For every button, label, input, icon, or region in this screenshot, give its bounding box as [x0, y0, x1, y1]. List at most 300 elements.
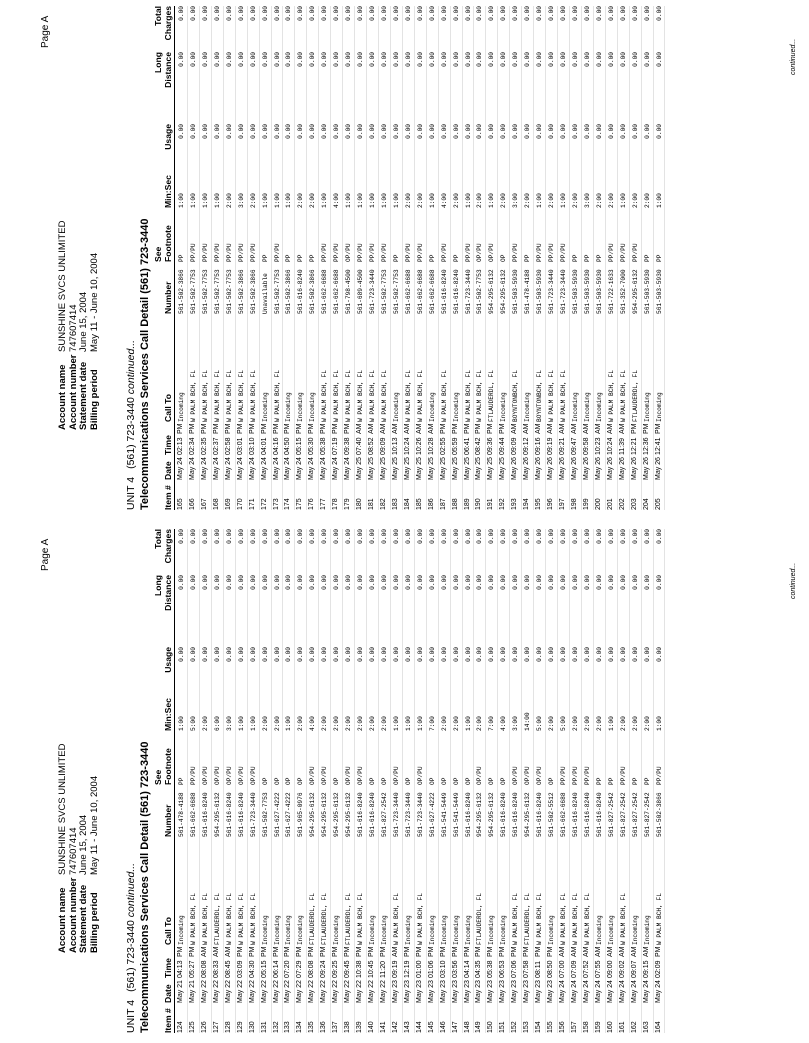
- duration: 2:00: [452, 193, 460, 208]
- total-charge: 0.00: [261, 6, 269, 21]
- long-distance-charge: 0.00: [655, 575, 663, 590]
- call-to: Incoming: [571, 392, 579, 422]
- usage-charge: 0.00: [380, 647, 388, 662]
- usage-charge: 0.00: [261, 647, 269, 662]
- call-time: 09:12: [523, 437, 531, 455]
- call-number: Unavailable: [261, 273, 269, 314]
- call-date: May 25: [356, 457, 364, 480]
- call-number: 954-295-6132: [309, 792, 317, 837]
- footnote: PP/PU: [607, 243, 615, 262]
- call-ampm: AM: [523, 423, 531, 434]
- item-number: 148: [463, 1021, 471, 1033]
- footnote: PP: [655, 254, 663, 262]
- call-to: W PALM BCH, FL: [369, 370, 376, 422]
- call-number: 561-616-8240: [201, 792, 209, 837]
- table-row: [367, 529, 379, 1033]
- long-distance-charge: 0.00: [309, 575, 317, 590]
- long-distance-charge: 0.00: [380, 575, 388, 590]
- duration: 1:00: [345, 193, 353, 208]
- duration: 2:00: [631, 716, 639, 731]
- call-date: May 25: [487, 457, 495, 480]
- long-distance-charge: 0.00: [380, 52, 388, 67]
- call-to: Incoming: [595, 915, 603, 945]
- call-to: W PALM BCH, FL: [357, 370, 365, 422]
- call-time: 08:33: [212, 960, 220, 978]
- footnote: PP/PU: [619, 766, 627, 785]
- total-charge: 0.00: [380, 529, 388, 544]
- footnote: PP/PU: [213, 243, 221, 262]
- duration: 2:00: [201, 716, 209, 731]
- usage-charge: 0.00: [631, 124, 639, 139]
- item-number: 140: [368, 1021, 375, 1033]
- long-distance-charge: 0.00: [512, 52, 520, 67]
- duration: 1:00: [560, 193, 567, 208]
- call-ampm: PM: [427, 946, 435, 957]
- call-number: 561-616-8240: [440, 269, 448, 314]
- call-ampm: AM: [356, 423, 364, 434]
- call-ampm: PM: [308, 946, 316, 957]
- table-row: [498, 529, 510, 1033]
- call-number: 954-295-6132: [345, 792, 353, 837]
- account-number: 747607414: [67, 304, 79, 352]
- header-long: Long: [153, 575, 163, 596]
- call-time: 01:06: [427, 960, 435, 978]
- call-time: 08:11: [535, 961, 543, 978]
- long-distance-charge: 0.00: [476, 52, 484, 67]
- usage-charge: 0.00: [583, 124, 591, 139]
- item-number: 193: [511, 498, 519, 510]
- usage-charge: 0.00: [392, 124, 400, 139]
- item-number: 125: [188, 1021, 196, 1033]
- call-date: May 26: [654, 457, 662, 480]
- call-time: 06:41: [463, 437, 471, 455]
- call-ampm: PM: [296, 423, 304, 434]
- usage-charge: 0.00: [571, 124, 579, 139]
- duration: 2:00: [607, 193, 615, 208]
- call-time: 04:13: [177, 960, 184, 978]
- footnote: OP: [297, 777, 305, 785]
- call-to: Incoming: [261, 392, 269, 422]
- call-number: 954-295-6132: [213, 792, 221, 837]
- footnote: PP/PU: [560, 766, 567, 785]
- call-number: 561-616-8240: [297, 269, 305, 314]
- duration: 14:00: [524, 712, 532, 731]
- duration: 2:00: [321, 716, 329, 731]
- usage-charge: 0.00: [655, 124, 663, 139]
- header-footnote: Footnote: [163, 748, 173, 785]
- total-charge: 0.00: [321, 529, 329, 544]
- duration: 2:00: [380, 716, 388, 731]
- usage-charge: 0.00: [583, 647, 591, 662]
- footnote: PP/PU: [380, 243, 388, 262]
- call-to: Incoming: [464, 915, 472, 945]
- call-date: May 24: [272, 457, 280, 480]
- long-distance-charge: 0.00: [631, 575, 639, 590]
- call-date: May 25: [439, 457, 447, 480]
- item-number: 204: [642, 498, 650, 510]
- header-date: Date: [163, 461, 173, 480]
- long-distance-charge: 0.00: [369, 575, 376, 590]
- usage-charge: 0.00: [178, 124, 185, 139]
- usage-charge: 0.00: [524, 124, 532, 139]
- footnote: OP: [369, 777, 376, 785]
- call-ampm: AM: [511, 423, 519, 434]
- call-time: 10:38: [356, 960, 364, 978]
- call-ampm: PM: [451, 423, 459, 434]
- call-date: May 24: [594, 980, 602, 1003]
- table-row: [486, 6, 498, 510]
- call-time: 05:38: [487, 960, 495, 978]
- usage-charge: 0.00: [392, 647, 400, 662]
- call-to: Incoming: [261, 915, 269, 945]
- account-info: [58, 744, 100, 953]
- call-time: 09:09: [511, 437, 519, 455]
- footnote: PP/PU: [548, 243, 556, 262]
- call-to: Incoming: [380, 915, 388, 945]
- call-time: 09:58: [582, 437, 590, 455]
- call-to: W PALM BCH, FL: [345, 370, 353, 422]
- call-time: 07:20: [284, 960, 292, 978]
- call-to: W PALM BCH, FL: [655, 893, 663, 945]
- duration: 1:00: [607, 716, 615, 731]
- usage-charge: 0.00: [213, 647, 221, 662]
- header-usage: Usage: [163, 647, 173, 673]
- footnote: OP/PU: [476, 766, 484, 785]
- call-date: May 26: [618, 457, 626, 480]
- duration: 1:00: [249, 716, 257, 731]
- call-ampm: PM: [654, 423, 662, 434]
- footnote: PP/PU: [560, 243, 567, 262]
- call-to: W PALM BCH, FL: [189, 370, 197, 422]
- table-row: [439, 529, 451, 1033]
- long-distance-charge: 0.00: [225, 52, 233, 67]
- item-number: 169: [224, 498, 232, 510]
- call-date: May 23: [391, 980, 399, 1003]
- call-number: 561-616-8240: [357, 792, 365, 837]
- call-ampm: PM: [344, 946, 352, 957]
- call-to: W PALM BCH, FL: [536, 893, 544, 945]
- total-charge: 0.00: [500, 529, 508, 544]
- call-time: 08:08: [200, 960, 208, 978]
- usage-charge: 0.00: [440, 124, 448, 139]
- call-ampm: PM: [308, 423, 316, 434]
- call-to: W PALM BCH, FL: [392, 893, 400, 945]
- call-number: 561-503-5930: [583, 269, 591, 314]
- footnote: OP: [464, 777, 472, 785]
- call-to: Incoming: [500, 392, 508, 422]
- duration: 3:00: [583, 193, 591, 208]
- header-item: Item #: [163, 485, 173, 510]
- long-distance-charge: 0.00: [607, 52, 615, 67]
- table-row: [295, 529, 307, 1033]
- total-charge: 0.00: [428, 529, 436, 544]
- call-to: W PALM BCH, FL: [273, 370, 281, 422]
- total-charge: 0.00: [225, 529, 233, 544]
- item-number: 203: [630, 498, 638, 510]
- usage-charge: 0.00: [237, 647, 245, 662]
- call-date: May 24: [188, 457, 196, 480]
- usage-charge: 0.00: [273, 647, 281, 662]
- call-time: 02:58: [224, 437, 232, 455]
- call-to: FTLAUDERDL, FL: [321, 893, 329, 945]
- call-time: 09:45: [344, 960, 352, 978]
- table-row: [498, 6, 510, 510]
- total-charge: 0.00: [607, 529, 615, 544]
- item-number: 153: [523, 1021, 531, 1033]
- call-time: 07:29: [296, 960, 304, 978]
- call-time: 07:55: [594, 960, 602, 978]
- item-number: 145: [427, 1021, 435, 1033]
- duration: 1:00: [178, 193, 185, 208]
- duration: 5:00: [536, 716, 544, 731]
- call-date: May 25: [499, 457, 507, 480]
- total-charge: 0.00: [261, 529, 269, 544]
- table-row: [403, 6, 415, 510]
- call-time: 03:10: [248, 437, 256, 455]
- long-distance-charge: 0.00: [369, 52, 376, 67]
- call-time: 09:16: [535, 437, 543, 455]
- call-number: 561-352-7000: [619, 269, 627, 314]
- call-ampm: PM: [272, 946, 280, 957]
- total-charge: 0.00: [369, 529, 376, 544]
- call-date: May 24: [236, 457, 244, 480]
- call-number: 561-502-3866: [285, 269, 293, 314]
- table-header: [150, 529, 175, 1033]
- call-time: 08:45: [224, 960, 232, 978]
- usage-charge: 0.00: [643, 124, 651, 139]
- item-number: 196: [547, 498, 555, 510]
- call-number: 954-295-6132: [321, 792, 329, 837]
- total-charge: 0.00: [392, 6, 400, 21]
- duration: 2:00: [273, 716, 281, 731]
- call-to: FTLAUDERDL, FL: [213, 893, 221, 945]
- call-to: W PALM BCH, FL: [416, 370, 424, 422]
- duration: 1:00: [619, 193, 627, 208]
- duration: 1:00: [285, 716, 293, 731]
- item-number: 160: [606, 1021, 614, 1033]
- call-ampm: AM: [570, 946, 578, 957]
- call-date: May 23: [487, 980, 495, 1003]
- item-number: 177: [320, 498, 328, 510]
- call-time: 04:35: [475, 960, 483, 978]
- long-distance-charge: 0.00: [548, 575, 556, 590]
- total-charge: 0.00: [309, 6, 317, 21]
- call-to: Incoming: [178, 915, 185, 945]
- table-row: [331, 529, 343, 1033]
- call-date: May 25: [463, 457, 471, 480]
- call-date: May 26: [642, 457, 650, 480]
- call-to: W PALM BCH, FL: [201, 893, 209, 945]
- call-ampm: AM: [547, 423, 555, 434]
- item-number: 136: [320, 1021, 328, 1033]
- table-row: [391, 6, 403, 510]
- usage-charge: 0.00: [512, 124, 520, 139]
- long-distance-charge: 0.00: [631, 52, 639, 67]
- total-charge: 0.00: [655, 529, 663, 544]
- call-to: W PALM BCH, FL: [249, 893, 257, 945]
- duration: 2:00: [631, 193, 639, 208]
- billing-period: May 11 - June 10, 2004: [88, 252, 100, 352]
- item-number: 149: [475, 1021, 483, 1033]
- duration: 1:00: [392, 716, 400, 731]
- long-distance-charge: 0.00: [583, 52, 591, 67]
- call-ampm: PM: [499, 423, 507, 434]
- table-row: [415, 6, 427, 510]
- usage-charge: 0.00: [452, 124, 460, 139]
- call-number: 561-478-4188: [524, 269, 532, 314]
- call-ampm: AM: [594, 423, 602, 434]
- footnote: PP/PU: [619, 243, 627, 262]
- long-distance-charge: 0.00: [583, 575, 591, 590]
- long-distance-charge: 0.00: [500, 52, 508, 67]
- total-charge: 0.00: [249, 529, 257, 544]
- table-row: [522, 529, 534, 1033]
- table-row: [427, 6, 439, 510]
- usage-charge: 0.00: [464, 124, 472, 139]
- unit-label: UNIT 4: [125, 476, 137, 510]
- call-ampm: PM: [188, 423, 196, 434]
- call-time: 05:59: [451, 437, 459, 455]
- call-number: 561-502-7753: [476, 269, 484, 314]
- header-long: Long: [153, 52, 163, 73]
- call-time: 09:00: [606, 960, 614, 978]
- call-to: W PALM BCH, FL: [619, 893, 627, 945]
- usage-charge: 0.00: [189, 124, 197, 139]
- footnote: PP/PU: [189, 243, 197, 262]
- table-row: [212, 529, 224, 1033]
- footnote: OP: [404, 777, 412, 785]
- call-number: 561-627-4222: [273, 792, 281, 837]
- call-ampm: PM: [284, 423, 292, 434]
- usage-charge: 0.00: [285, 647, 293, 662]
- duration: 2:00: [476, 193, 484, 208]
- long-distance-charge: 0.00: [488, 575, 496, 590]
- footnote: OP: [548, 777, 556, 785]
- table-row: [283, 6, 295, 510]
- call-number: 561-798-4500: [345, 269, 353, 314]
- call-date: May 24: [284, 457, 292, 480]
- duration: 2:00: [571, 716, 579, 731]
- long-distance-charge: 0.00: [560, 52, 567, 67]
- call-date: May 23: [415, 980, 423, 1003]
- usage-charge: 0.00: [512, 647, 520, 662]
- usage-charge: 0.00: [500, 124, 508, 139]
- call-time: 07:19: [332, 437, 340, 455]
- call-time: 09:36: [487, 437, 495, 455]
- total-charge: 0.00: [524, 529, 532, 544]
- usage-charge: 0.00: [619, 647, 627, 662]
- header-date: Date: [163, 984, 173, 1003]
- item-number: 194: [523, 498, 531, 510]
- call-ampm: PM: [177, 423, 184, 434]
- item-number: 195: [535, 498, 543, 510]
- call-ampm: PM: [188, 946, 196, 957]
- call-to: Incoming: [369, 915, 376, 945]
- item-number: 139: [356, 1021, 364, 1033]
- footnote: OP/PU: [321, 766, 329, 785]
- call-date: May 24: [296, 457, 304, 480]
- usage-charge: 0.00: [595, 647, 603, 662]
- call-time: 02:55: [439, 437, 447, 455]
- call-time: 04:14: [463, 960, 471, 978]
- total-charge: 0.00: [583, 529, 591, 544]
- long-distance-charge: 0.00: [428, 52, 436, 67]
- duration: 4:00: [333, 193, 341, 208]
- call-to: W PALM BCH, FL: [213, 370, 221, 422]
- call-ampm: AM: [570, 423, 578, 434]
- header-see: See: [153, 769, 163, 785]
- item-number: 186: [427, 498, 435, 510]
- call-time: 09:09: [379, 437, 387, 455]
- call-to: W PALM BCH, FL: [225, 893, 233, 945]
- duration: 1:00: [369, 193, 376, 208]
- call-number: 561-662-6688: [321, 269, 329, 314]
- total-charge: 0.00: [560, 6, 567, 21]
- usage-charge: 0.00: [536, 647, 544, 662]
- call-number: 561-723-3440: [249, 792, 257, 837]
- call-number: 561-723-3440: [560, 269, 567, 314]
- item-number: 132: [272, 1021, 280, 1033]
- call-number: 561-827-2542: [607, 792, 615, 837]
- long-distance-charge: 0.00: [464, 575, 472, 590]
- footnote: OP: [488, 777, 496, 785]
- call-time: 11:39: [618, 438, 626, 455]
- footnote: OP/PU: [476, 243, 484, 262]
- duration: 1:00: [357, 193, 365, 208]
- table-row: [415, 529, 427, 1033]
- account-number-label: Account number: [67, 877, 79, 953]
- call-ampm: PM: [439, 946, 447, 957]
- call-ampm: PM: [177, 946, 184, 957]
- item-number: 172: [260, 498, 268, 510]
- footnote: PP/PU: [357, 243, 365, 262]
- item-number: 189: [463, 498, 471, 510]
- long-distance-charge: 0.00: [655, 52, 663, 67]
- call-to: W PALM BCH, FL: [249, 370, 257, 422]
- call-date: May 22: [272, 980, 280, 1003]
- duration: 1:00: [464, 193, 472, 208]
- item-number: 182: [379, 498, 387, 510]
- header-minsec: Min:Sec: [163, 175, 173, 208]
- total-charge: 0.00: [619, 6, 627, 21]
- call-to: FTLAUDERDL, FL: [488, 370, 496, 422]
- account-name: SUNSHINE SVCS UNLIMITED: [57, 220, 68, 352]
- usage-charge: 0.00: [380, 124, 388, 139]
- call-date: May 26: [511, 457, 519, 480]
- call-number: 561-616-8240: [512, 792, 520, 837]
- call-number: 561-827-2542: [380, 792, 388, 837]
- footnote: PP: [571, 254, 579, 262]
- footnote: PP/PU: [416, 243, 424, 262]
- call-date: May 25: [368, 457, 375, 480]
- call-ampm: PM: [236, 946, 244, 957]
- table-row: [463, 529, 475, 1033]
- footnote: PP: [392, 254, 400, 262]
- statement-date: June 15, 2004: [78, 814, 89, 875]
- long-distance-charge: 0.00: [178, 52, 185, 67]
- table-row: [582, 6, 594, 510]
- long-distance-charge: 0.00: [524, 575, 532, 590]
- table-row: [474, 6, 486, 510]
- duration: 1:00: [261, 193, 269, 208]
- long-distance-charge: 0.00: [452, 52, 460, 67]
- usage-charge: 0.00: [655, 647, 663, 662]
- call-date: May 23: [427, 980, 435, 1003]
- duration: 2:00: [297, 716, 305, 731]
- call-ampm: PM: [236, 423, 244, 434]
- call-ampm: PM: [356, 946, 364, 957]
- long-distance-charge: 0.00: [261, 575, 269, 590]
